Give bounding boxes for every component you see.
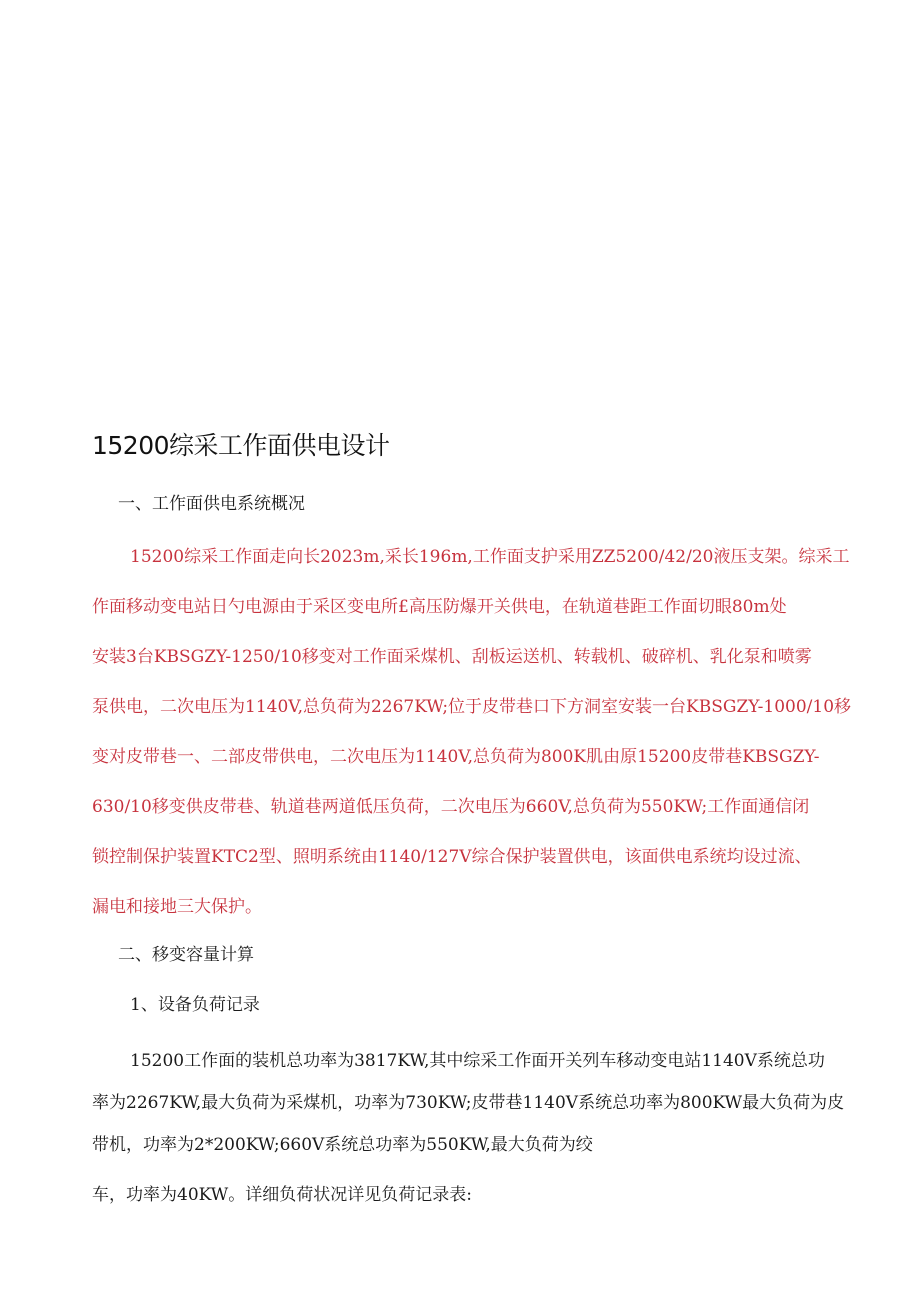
paragraph-line: 630/10移变供皮带巷、轨道巷两道低压负荷，二次电压为660V,总负荷为550KW;工作面通信闭	[92, 797, 810, 817]
section-heading-power-overview: 一、工作面供电系统概况	[118, 494, 305, 514]
paragraph-line: 锁控制保护装置KTC2型、照明系统由1140/127V综合保护装置供电，该面供电系统均设过流、	[92, 847, 812, 867]
paragraph-line: 安装3台KBSGZY-1250/10移变对工作面采煤机、刮板运送机、转载机、破碎机、乳化泵和喷雾	[92, 647, 812, 667]
paragraph-line: 车，功率为40KW。详细负荷状况详见负荷记录表:	[92, 1185, 472, 1205]
load-record-paragraph	[92, 1040, 844, 1216]
paragraph-line: 带机，功率为2*200KW;660V系统总功率为550KW,最大负荷为绞	[92, 1135, 593, 1155]
paragraph-line: 漏电和接地三大保护。	[92, 897, 262, 917]
paragraph-line: 泵供电，二次电压为1140V,总负荷为2267KW;位于皮带巷口下方洞室安装一台KBSGZY-1000/10移	[92, 697, 852, 717]
paragraph-line: 率为2267KW,最大负荷为采煤机，功率为730KW;皮带巷1140V系统总功率为800KW最大负荷为皮	[92, 1093, 845, 1113]
paragraph-line: 15200工作面的装机总功率为3817KW,其中综采工作面开关列车移动变电站1140V系统总功	[130, 1051, 825, 1071]
subsection-heading-load-record: 1、设备负荷记录	[130, 995, 260, 1015]
paragraph-line: 变对皮带巷一、二部皮带供电，二次电压为1140V,总负荷为800K肌由原15200皮带巷KBSGZY-	[92, 747, 820, 767]
power-overview-paragraph	[92, 532, 852, 932]
paragraph-line: 15200综采工作面走向长2023m,采长196m,工作面支护采用ZZ5200/42/20液压支架。综采工	[130, 547, 850, 567]
paragraph-line: 作面移动变电站日勺电源由于采区变电所£高压防爆开关供电，在轨道巷距工作面切眼80m处	[92, 597, 787, 617]
section-heading-capacity-calc: 二、移变容量计算	[118, 945, 254, 965]
document-title: 15200综采工作面供电设计	[92, 431, 390, 460]
